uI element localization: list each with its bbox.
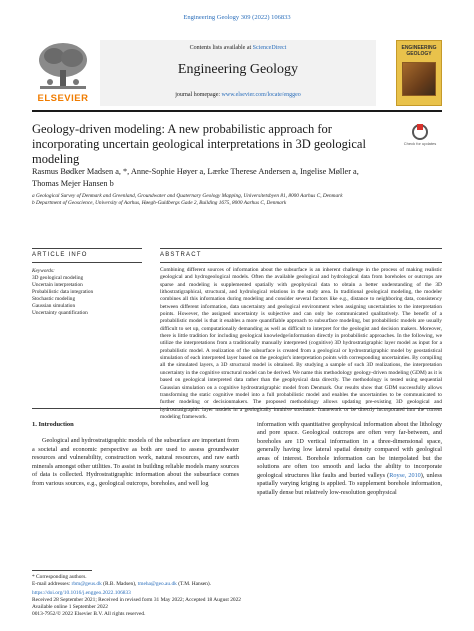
crossmark-label: Check for updates — [403, 141, 437, 146]
copyright: 0013-7952/© 2022 Elsevier B.V. All rights reserved. — [32, 611, 146, 617]
keyword-item: Gaussian simulation — [32, 303, 76, 309]
contents-prefix: Contents lists available at — [189, 45, 253, 51]
journal-cover[interactable] — [396, 40, 442, 106]
keywords-title: Keywords: — [32, 268, 55, 274]
keyword-item: Stochastic modeling — [32, 296, 76, 302]
article-info-heading: ARTICLE INFO — [32, 252, 88, 258]
keyword-item: 3D geological modeling — [32, 275, 84, 281]
affiliation-a: a Geological Survey of Denmark and Greenland, Groundwater and Quaternary Geology Mapping, Universitetsbyen 81, 8000 Aarhus C, Denmark — [32, 193, 343, 199]
header-rule — [32, 110, 442, 112]
elsevier-logo — [32, 40, 94, 106]
available-date: Available online 1 September 2022 — [32, 604, 108, 610]
article-info-rule-2 — [32, 262, 142, 263]
journal-info-box — [100, 40, 376, 106]
article-title: Geology-driven modeling: A new probabilistic approach for incorporating uncertain geological interpretations in 3D geological modeling — [32, 122, 366, 166]
homepage-link[interactable]: www.elsevier.com/locate/enggeo — [221, 92, 301, 98]
keyword-item: Uncertainty quantification — [32, 310, 88, 316]
sciencedirect-link[interactable]: ScienceDirect — [252, 45, 287, 51]
email-link-2[interactable]: tmeha@geo.au.dk — [137, 581, 177, 587]
abstract-heading: ABSTRACT — [160, 252, 202, 258]
journal-banner — [32, 40, 442, 106]
footnote-rule — [32, 570, 92, 571]
email-name-2: (T.M. Hansen). — [176, 581, 212, 587]
body-left-column — [32, 421, 239, 488]
keywords-block — [32, 268, 142, 317]
intro-paragraph: Geological and hydrostratigraphic models of the subsurface are important from a societal and economic perspective as both are used to assess groundwater resources and vulnerability, construction work, natural resources, and raw earth minerals amongst other utilities. To assist in building reliable models many sources of data is collected. Hydrostratigraphic information about the subsurface comes from various sources, e.g., geological outcrops, boreholes, and well log — [32, 437, 239, 487]
citation-royse[interactable]: Royse, 2010 — [389, 471, 421, 479]
publication-info — [32, 590, 442, 618]
email-link-1[interactable]: rbm@geus.dk — [71, 581, 102, 587]
publisher-name: ELSEVIER — [37, 93, 89, 104]
intro-paragraph-continued — [257, 421, 442, 497]
abstract-text: Combining different sources of information about the subsurface is an inherent challenge in the process of making realistic geological and hydrogeological models. Often the available geological and hydrological data from boreholes or outcrops are sparse and modeling is supplemented spatially with geophysical data to obtain a better understanding of the 3D lithostratigraphical, structural, and hydrological relations in the study area. In traditional geological modeling, the modeler combines all this information during modeling and consider several factors like e.g., distance to neighboring data, consistency between different information, data uncertainty and geological environment when assigning uncertainties to the interpretation points. However, the assigned uncertainty is subjective and can only be communicated qualitatively. The benefit of a probabilistic model is that it enables a more quantifiable approach to subsurface modeling, but probabilistic models are usually difficult to set up, computationally demanding as well as difficult to interpret for the geologist and decision makers. Moreover, there is little tradition for including geological knowledge/information directly in probabilistic approaches. In the following, we utilize the interpretations from a traditionally manually interpreted (cognitive) 3D hydrostratigraphic layer model as input for a probabilistic model. A realization of the subsurface is created from a geological or hydrostratigraphic model by geostatistical simulation of each interpreted layer based on the geologist's interpretation points with corresponding uncertainties. By compiling all the simulated layers, a 3D structural model is obtained. By studying a sample of such 3D realizations, the interpretation uncertainty in the cognitive structural model can be derived. We name this methodology geology-driven modeling (GDM) as it is based on geological interpreted data rather than the geophysical data directly. The methodology is tested using sequential Gaussian simulation on a cognitive hydrostratigraphic model from Denmark. Our results show that GDM successfully allows transforming the static cognitive model into a full probabilistic model and enables the uncertainties to be communicated to further modeling or decisionmakers. The proposed methodology allows updating pre-existing 3D geological and hydrostratigraphic layer models in a geologically intuitive stochastic framework or be directly incorporated into the current modeling framework. — [160, 267, 442, 420]
article-info-rule — [32, 248, 142, 249]
authors-line-1: Rasmus Bødker Madsen a, *, Anne-Sophie Høyer a, Lærke Therese Andersen a, Ingelise Møller a, — [32, 167, 359, 176]
homepage-line — [100, 92, 376, 98]
elsevier-tree-icon — [32, 40, 94, 94]
cover-title: ENGINEERING GEOLOGY — [401, 45, 437, 57]
body-text-part: ), unless spatially varying kriging is applied. To supplement borehole information, spatially dense but relatively low-resolution geophysical — [257, 471, 443, 496]
crossmark-icon — [412, 124, 428, 140]
email-line — [32, 581, 442, 588]
abstract-rule — [160, 248, 442, 249]
footnotes — [32, 574, 442, 588]
body-text-part: information with quantitative geophysical information about the lithology and pore space. Geological outcrops are often very far-between, and boreholes are 1D vertical information in a three-dimensional space, generally having low lateral spatial density compared with geological areas of interest. Borehole information can be interpolated but the solutions are often too smooth and lacks the ability to incorporate geological structures like faults and buried valleys ( — [257, 421, 442, 479]
received-dates: Received 28 September 2021; Received in revised form 31 May 2022; Accepted 18 August 2022 — [32, 597, 241, 603]
email-name-1: (R.B. Madsen), — [101, 581, 138, 587]
homepage-prefix: journal homepage: — [175, 92, 222, 98]
doi-link[interactable]: https://doi.org/10.1016/j.enggeo.2022.106833 — [32, 590, 131, 596]
citation-link[interactable]: Engineering Geology 309 (2022) 106833 — [183, 14, 291, 21]
section-heading: 1. Introduction — [32, 421, 74, 428]
affiliations — [32, 193, 442, 207]
body-rule — [32, 408, 442, 409]
body-right-column — [257, 421, 442, 497]
cover-image — [402, 62, 436, 96]
keyword-item: Probabilistic data integration — [32, 289, 94, 295]
affiliation-b: b Department of Geoscience, University of Aarhus, Høegh-Guldbergs Gade 2, Building 1675, 8000 Aarhus C, Denmark — [32, 200, 287, 206]
email-prefix: E-mail addresses: — [32, 581, 72, 587]
authors-line-2: Thomas Mejer Hansen b — [32, 179, 114, 188]
author-list — [32, 166, 442, 190]
abstract-rule-2 — [160, 262, 442, 263]
crossmark-button[interactable] — [400, 124, 440, 146]
contents-line — [100, 40, 376, 51]
corresponding-note: * Corresponding authors. — [32, 574, 87, 580]
journal-title: Engineering Geology — [177, 62, 299, 77]
keyword-item: Uncertain interpretation — [32, 282, 83, 288]
